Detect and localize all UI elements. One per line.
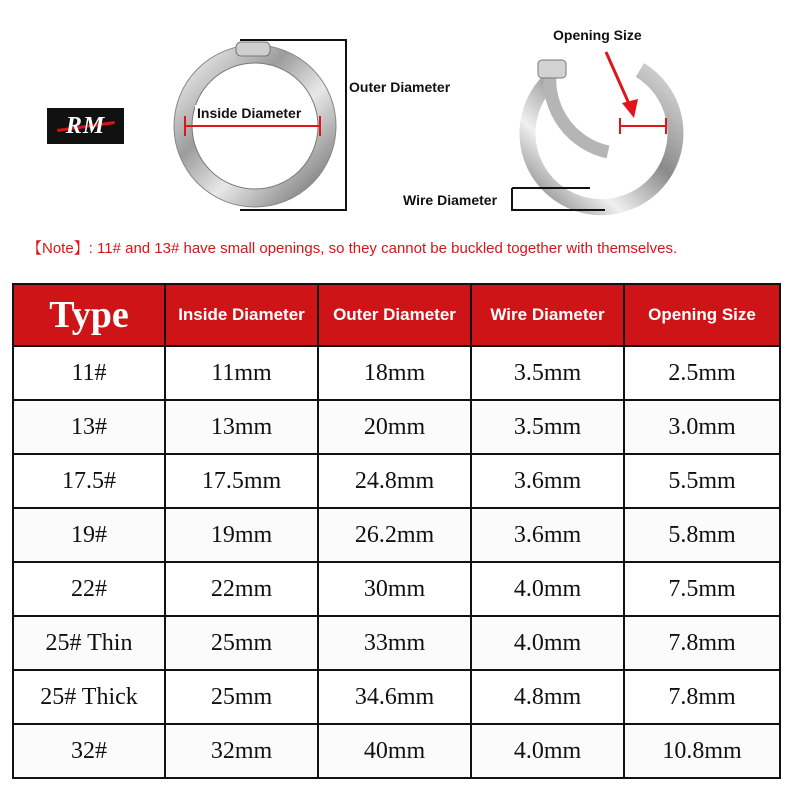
- size-spec-table: [12, 283, 781, 779]
- table-row: [13, 400, 780, 454]
- cell-type: 25# Thin: [13, 616, 165, 670]
- header-outer-diameter: Outer Diameter: [318, 284, 471, 346]
- ring-right-hinge: [538, 60, 566, 78]
- note-text: 【Note】: 11# and 13# have small openings, so they cannot be buckled together with themselves.: [27, 240, 678, 257]
- table-row: [13, 454, 780, 508]
- header-inside-diameter: Inside Diameter: [165, 284, 318, 346]
- logo-text: RM: [65, 112, 106, 139]
- cell-opening-size: 5.5mm: [624, 454, 780, 508]
- cell-wire-diameter: 3.5mm: [471, 346, 624, 400]
- table-header-row: [13, 284, 780, 346]
- table-row: [13, 346, 780, 400]
- cell-inside-diameter: 19mm: [165, 508, 318, 562]
- cell-outer-diameter: 24.8mm: [318, 454, 471, 508]
- cell-wire-diameter: 4.0mm: [471, 562, 624, 616]
- table-row: [13, 724, 780, 778]
- cell-wire-diameter: 4.0mm: [471, 616, 624, 670]
- cell-outer-diameter: 26.2mm: [318, 508, 471, 562]
- cell-type: 13#: [13, 400, 165, 454]
- cell-outer-diameter: 18mm: [318, 346, 471, 400]
- ring-diagram: [0, 0, 790, 230]
- cell-inside-diameter: 32mm: [165, 724, 318, 778]
- table-row: [13, 562, 780, 616]
- cell-type: 32#: [13, 724, 165, 778]
- table-row: [13, 670, 780, 724]
- cell-type: 19#: [13, 508, 165, 562]
- cell-type: 11#: [13, 346, 165, 400]
- cell-type: 22#: [13, 562, 165, 616]
- table-row: [13, 508, 780, 562]
- cell-wire-diameter: 3.6mm: [471, 508, 624, 562]
- cell-opening-size: 5.8mm: [624, 508, 780, 562]
- header-wire-diameter: Wire Diameter: [471, 284, 624, 346]
- ring-right-gate: [550, 74, 608, 152]
- opening-arrow-line: [606, 52, 630, 106]
- header-type: Type: [13, 284, 165, 346]
- cell-outer-diameter: 40mm: [318, 724, 471, 778]
- cell-opening-size: 7.8mm: [624, 616, 780, 670]
- cell-opening-size: 7.5mm: [624, 562, 780, 616]
- cell-type: 25# Thick: [13, 670, 165, 724]
- cell-wire-diameter: 3.6mm: [471, 454, 624, 508]
- label-opening-size: Opening Size: [553, 27, 642, 43]
- cell-outer-diameter: 30mm: [318, 562, 471, 616]
- header-opening-size: Opening Size: [624, 284, 780, 346]
- cell-wire-diameter: 4.8mm: [471, 670, 624, 724]
- cell-inside-diameter: 25mm: [165, 616, 318, 670]
- cell-opening-size: 7.8mm: [624, 670, 780, 724]
- cell-inside-diameter: 11mm: [165, 346, 318, 400]
- label-inside-diameter: Inside Diameter: [197, 105, 302, 121]
- cell-opening-size: 2.5mm: [624, 346, 780, 400]
- cell-wire-diameter: 3.5mm: [471, 400, 624, 454]
- cell-wire-diameter: 4.0mm: [471, 724, 624, 778]
- cell-inside-diameter: 22mm: [165, 562, 318, 616]
- cell-type: 17.5#: [13, 454, 165, 508]
- cell-outer-diameter: 34.6mm: [318, 670, 471, 724]
- cell-inside-diameter: 25mm: [165, 670, 318, 724]
- cell-opening-size: 3.0mm: [624, 400, 780, 454]
- cell-outer-diameter: 33mm: [318, 616, 471, 670]
- label-outer-diameter: Outer Diameter: [349, 79, 451, 95]
- cell-inside-diameter: 17.5mm: [165, 454, 318, 508]
- cell-inside-diameter: 13mm: [165, 400, 318, 454]
- label-wire-diameter: Wire Diameter: [403, 192, 498, 208]
- ring-left-clasp: [236, 42, 270, 56]
- cell-opening-size: 10.8mm: [624, 724, 780, 778]
- cell-outer-diameter: 20mm: [318, 400, 471, 454]
- opening-arrow-head: [622, 99, 638, 118]
- table-row: [13, 616, 780, 670]
